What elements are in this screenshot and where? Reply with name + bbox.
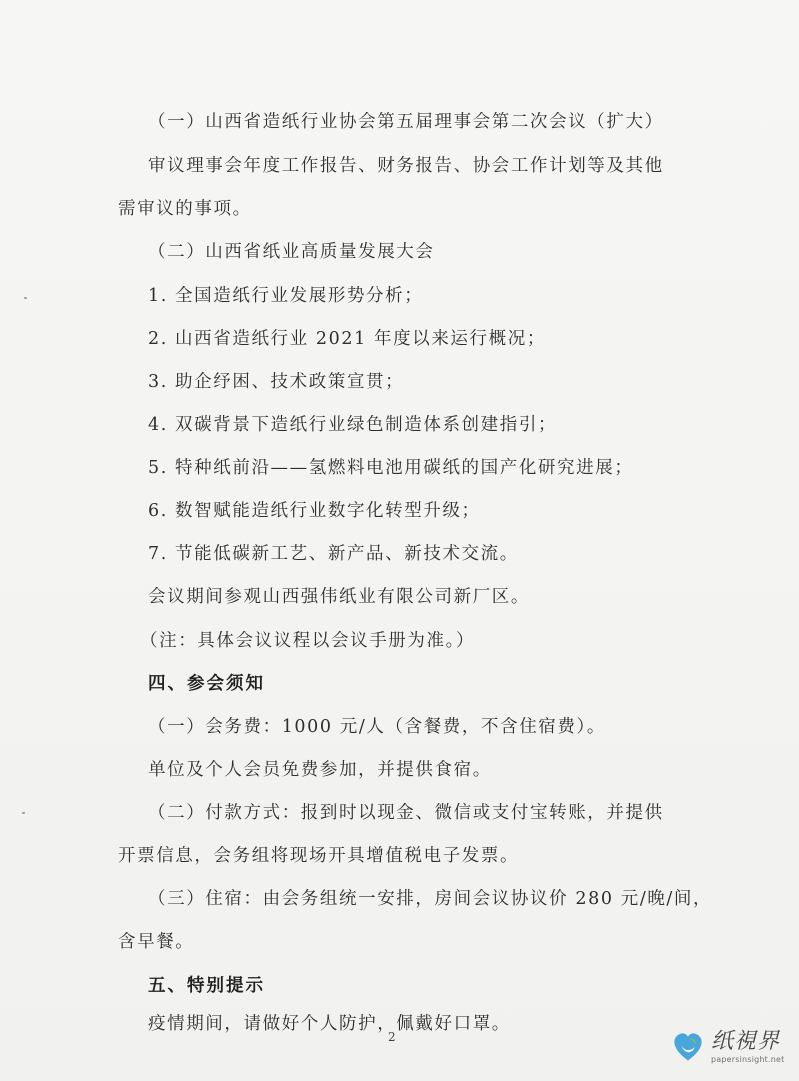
section-heading-4: 四、参会须知 [148,674,265,694]
body-text: 疫情期间，请做好个人防护，佩戴好口罩。 [148,1014,511,1034]
agenda-item: 6. 数智赋能造纸行业数字化转型升级； [148,501,481,521]
lodging-text: （三）住宿：由会务组统一安排，房间会议协议价 280 元/晚/间， [148,889,713,909]
body-text: 开票信息，会务组将现场开具增值税电子发票。 [118,846,520,866]
agenda-item: 7. 节能低碳新工艺、新产品、新技术交流。 [148,544,519,564]
agenda-item: 4. 双碳背景下造纸行业绿色制造体系创建指引； [148,415,558,435]
agenda-item: 2. 山西省造纸行业 2021 年度以来运行概况； [148,329,546,349]
body-text: 会议期间参观山西强伟纸业有限公司新厂区。 [148,587,530,607]
agenda-item: 5. 特种纸前沿——氢燃料电池用碳纸的国产化研究进展； [148,458,634,478]
payment-text: （二）付款方式：报到时以现金、微信或支付宝转账，并提供 [148,803,664,823]
body-text: 单位及个人会员免费参加，并提供食宿。 [148,760,492,780]
heart-drop-icon [671,1030,705,1064]
body-text: 含早餐。 [118,932,195,952]
agenda-item: 3. 助企纾困、技术政策宣贯； [148,372,405,392]
section-item-1: （一）山西省造纸行业协会第五届理事会第二次会议（扩大） [148,112,664,132]
note-text: （注：具体会议议程以会议手册为准。） [140,631,476,651]
watermark-name: 纸視界 [711,1028,781,1054]
body-text: 需审议的事项。 [118,199,252,219]
fee-text: （一）会务费：1000 元/人（含餐费，不含住宿费）。 [148,717,606,737]
section-item-2: （二）山西省纸业高质量发展大会 [148,242,435,262]
watermark-url: papersinsight.net [711,1054,785,1064]
watermark-text [711,1028,785,1064]
agenda-item: 1. 全国造纸行业发展形势分析； [148,286,424,306]
page-number: 2 [388,1030,396,1044]
section-heading-5: 五、特别提示 [148,976,265,996]
body-text: 审议理事会年度工作报告、财务报告、协会工作计划等及其他 [148,156,664,176]
watermark-logo [671,1019,789,1075]
scan-speck [22,812,25,814]
scan-speck [24,297,27,299]
